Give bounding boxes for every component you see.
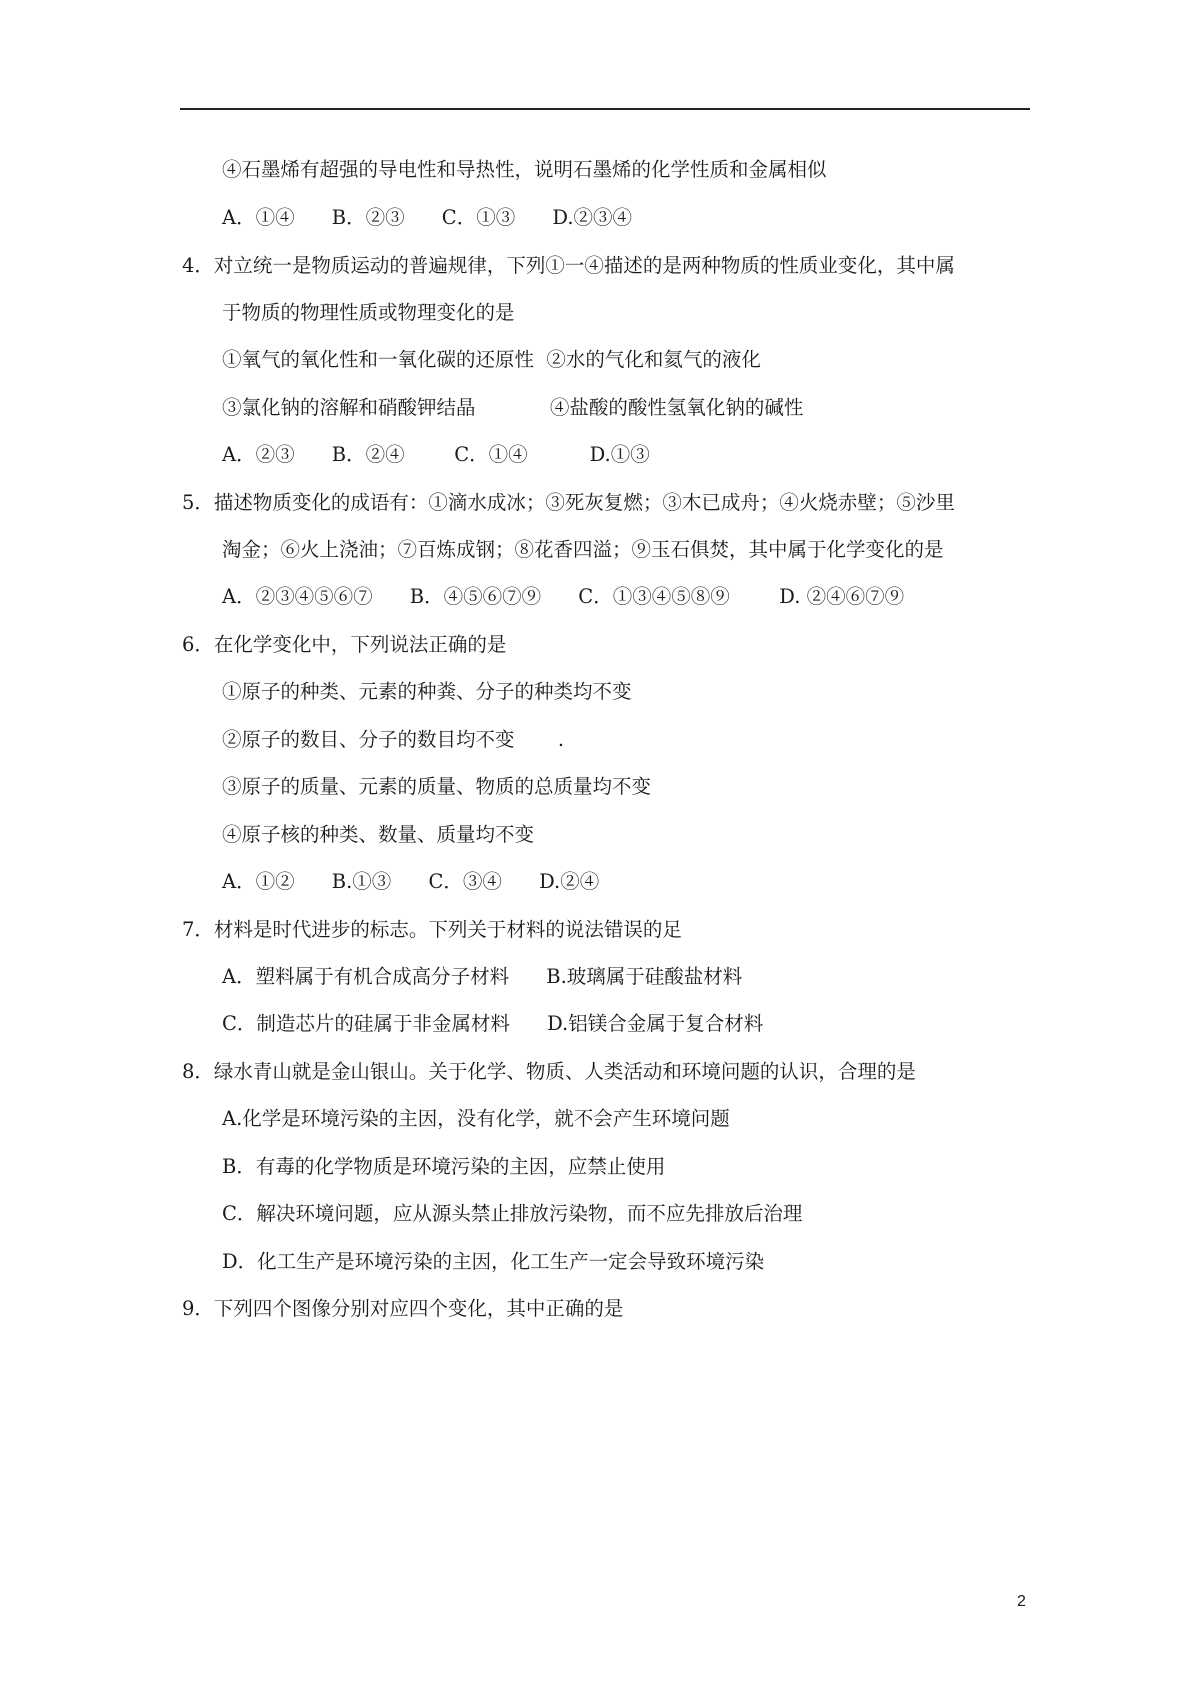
q8-choice-a: A.化学是环境污染的主因，没有化学，就不会产生环境问题: [222, 1107, 730, 1130]
q8-choice-d: D．化工生产是环境污染的主因，化工生产一定会导致环境污染: [222, 1250, 765, 1273]
page-number: 2: [1017, 1593, 1026, 1610]
q4-choices: A．②③ B．②④ C．①④ D.①③: [222, 443, 650, 466]
q4-stem-line-1: 4．对立统一是物质运动的普遍规律，下列①一④描述的是两种物质的性质业变化，其中属: [182, 254, 955, 277]
q6-stem: 6．在化学变化中，下列说法正确的是: [182, 633, 507, 656]
q6-option-1: ①原子的种类、元素的种粪、分子的种类均不变: [222, 680, 632, 703]
q7-choices-cd: C．制造芯片的硅属于非金属材料 D.铝镁合金属于复合材料: [222, 1012, 764, 1035]
q5-choices: A．②③④⑤⑥⑦ B．④⑤⑥⑦⑨ C．①③④⑤⑧⑨ D. ②④⑥⑦⑨: [222, 585, 905, 608]
q4-options-1-2: ①氧气的氧化性和一氧化碳的还原性 ②水的气化和氦气的液化: [222, 348, 761, 371]
q7-stem: 7．材料是时代进步的标志。下列关于材料的说法错误的足: [182, 918, 682, 941]
q7-choices-ab: A．塑料属于有机合成高分子材料 B.玻璃属于硅酸盐材料: [222, 965, 743, 988]
q5-stem-line-1: 5．描述物质变化的成语有：①滴水成冰；③死灰复燃；③木已成舟；④火烧赤壁；⑤沙里: [182, 491, 955, 514]
q8-stem: 8．绿水青山就是金山银山。关于化学、物质、人类活动和环境问题的认识，合理的是: [182, 1060, 916, 1083]
q6-option-4: ④原子核的种类、数量、质量均不变: [222, 823, 535, 846]
header-rule: [180, 108, 1030, 110]
q8-choice-c: C．解决环境问题，应从源头禁止排放污染物，而不应先排放后治理: [222, 1202, 803, 1225]
q3-option-4: ④石墨烯有超强的导电性和导热性，说明石墨烯的化学性质和金属相似: [222, 158, 827, 181]
q8-choice-b: B．有毒的化学物质是环境污染的主因，应禁止使用: [222, 1155, 666, 1178]
q4-options-3-4: ③氯化钠的溶解和硝酸钾结晶 ④盐酸的酸性氢氧化钠的碱性: [222, 396, 804, 419]
q6-option-2: ②原子的数目、分子的数目均不变 .: [222, 728, 565, 751]
q5-stem-line-2: 淘金；⑥火上浇油；⑦百炼成钢；⑧花香四溢；⑨玉石俱焚，其中属于化学变化的是: [222, 538, 944, 561]
q6-choices: A．①② B.①③ C．③④ D.②④: [222, 870, 600, 893]
q4-stem-line-2: 于物质的物理性质或物理变化的是: [222, 301, 515, 324]
q3-choices: A．①④ B．②③ C．①③ D.②③④: [222, 206, 633, 229]
q6-option-3: ③原子的质量、元素的质量、物质的总质量均不变: [222, 775, 652, 798]
q9-stem: 9．下列四个图像分别对应四个变化，其中正确的是: [182, 1297, 624, 1320]
